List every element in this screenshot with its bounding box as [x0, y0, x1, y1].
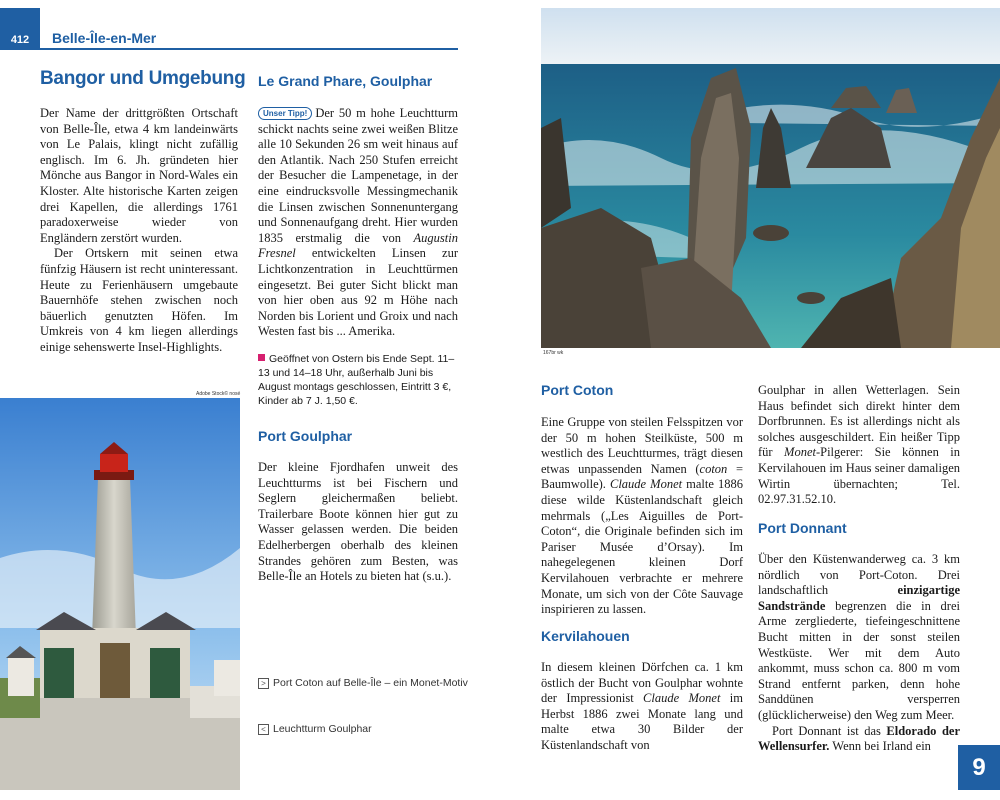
- tipp-badge: Unser Tipp!: [258, 107, 312, 120]
- section-heading-port-coton: Port Coton: [541, 382, 614, 398]
- bangor-text: [40, 106, 238, 356]
- section-heading-port-donnant: Port Donnant: [758, 520, 847, 536]
- section-heading-bangor: Bangor und Umgebung: [40, 68, 246, 89]
- page-number: 412: [0, 8, 40, 50]
- photo-credit: Adobe Stock© nosé: [196, 391, 241, 397]
- opening-hours-info: Geöffnet von Ostern bis Ende Sept. 11–13 und 14–18 Uhr, außerhalb Juni bis August montags geschlossen, Eintritt 3 €, Kinder ab 7 J. 1,50 €.: [258, 353, 455, 407]
- header-rule: [40, 48, 458, 50]
- section-heading-grand-phare: Le Grand Phare, Goulphar: [258, 73, 433, 89]
- grand-phare-text: Unser Tipp! Der 50 m hohe Leuchtturm schickt nachts seine zwei weißen Blitze alle 10 Sekunden 26 sm weit hinaus auf den Atlantik. Nach 250 Stufen erreicht der Besucher die Lampenetage, in der eine eindrucksvolle Messingmechanik die Linsen zwischen Sonnenuntergang und Sonnenaufgang dreht. Hier wurden 1835 erstmalig die von Augustin Fresnel entwickelten Linsen zur Lichtkonzentration in Leuchttürmen eingesetzt. Bei guter Sicht blickt man von hier oben aus 92 m Höhe nach Norden bis Lorient und Groix und nach Westen fast bis ... Amerika.: [258, 106, 458, 339]
- info-marker-icon: [258, 354, 265, 361]
- chapter-tab: 9: [958, 745, 1000, 790]
- paragraph: Der Name der drittgrößten Ortschaft von Belle-Île, etwa 4 km landeinwärts von Le Palais, klingt nicht zufällig englisch. Im 6. Jh. gründeten hier Mönche aus Bangor in Nord-Wales ein Kloster. Alte historische Karten zeigen drei Kapellen, die allerdings 1761 paradoxerweise wieder von Engländern zerstört wurden.: [40, 106, 238, 245]
- paragraph: Der Ortskern mit seinen etwa fünfzig Häusern ist recht uninteressant. Heute zu Ferienhäusern umgebaute Bauernhöfe stehen zwischen noch bäuerlich genutzten Höfen. Im Umkreis von 4 km liegen allerdings einige sehenswerte Insel-Highlights.: [40, 246, 238, 354]
- kervilahouen-continued-text: Goulphar in allen Wetterlagen. Sein Haus befindet sich direkt hinter dem Dorfbrunnen. Es ist allerdings nicht als solches ausgeschildert. Ein heißer Tipp für Monet-Pilgerer: Sie können in Kervilahouen im Haus seiner damaligen Wirtin übernachten; Tel. 02.97.31.52.10.: [758, 383, 961, 507]
- section-heading-port-goulphar: Port Goulphar: [258, 428, 353, 444]
- section-heading-kervilahouen: Kervilahouen: [541, 628, 630, 644]
- photo-credit: 167br wk: [543, 350, 564, 356]
- port-goulphar-text: Der kleine Fjordhafen unweit des Leuchtturms ist bei Fischern und Seglern gleichermaßen beliebt. Trailerbare Boote können hier gut zu Wasser gelassen werden. Die beiden Edelherbergen oberhalb des kleinen Strandes gehören zum Besten, was Belle-Île an Hotels zu bieten hat (s.u.).: [258, 460, 458, 584]
- port-donnant-text: Über den Küstenwanderweg ca. 3 km nördlich von Port-Coton. Drei landschaftlich einzigartige Sandstrände begrenzen die in drei Arme zergliederte, tiefeingeschnittene Bucht mitten in der sonst steilen Westküste. Wer mit dem Auto ankommt, muss schon ca. 800 m vom Strand entfernt parken, denn hohe Sanddünen versperren (glücklicherweise) den Weg zum Meer. Port Donnant ist das Eldorado der Wellensurfer. Wenn bei Irland ein: [758, 552, 960, 754]
- caption-arrow-icon: <: [258, 724, 269, 735]
- caption-lighthouse: < Leuchtturm Goulphar: [258, 723, 372, 735]
- kervilahouen-text: In diesem kleinen Dörfchen ca. 1 km östlich der Bucht von Goulphar wohnte der Impressionist Claude Monet im Herbst 1886 zwei Monate lang und malte etwa 30 Bilder der Küstenlandschaft von: [541, 660, 743, 752]
- port-coton-text: Eine Gruppe von steilen Felsspitzen vor der 50 m hohen Steilküste, 500 m westlich des Leuchtturmes, trägt diesen etwas unpassenden Namen (coton = Baumwolle). Claude Monet malte 1886 diese wilde Küstenlandschaft gleich mehrmals („Les Aiguilles de Port-Coton“, die Originale befinden sich im Pariser Musée d’Orsay). Im nahegelegenen kleinen Dorf Kervilahouen verbrachte er mehrere Monate, um sich von der Côte Sauvage inspirieren zu lassen.: [541, 415, 743, 617]
- lighthouse-photo: [0, 398, 240, 790]
- caption-arrow-icon: >: [258, 678, 269, 689]
- port-coton-photo: [541, 8, 1000, 348]
- running-head: Belle-Île-en-Mer: [52, 30, 157, 46]
- caption-port-coton: > Port Coton auf Belle-Île – ein Monet-Motiv: [258, 677, 468, 689]
